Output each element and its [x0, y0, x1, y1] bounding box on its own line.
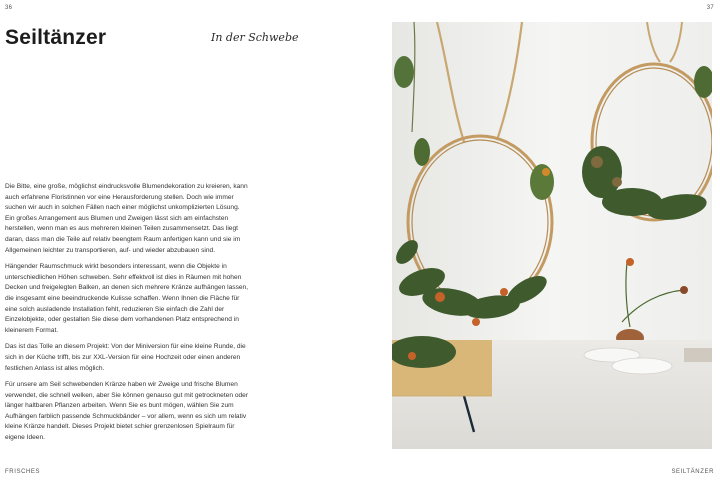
article-title: Seiltänzer — [5, 26, 107, 49]
hanging-wreaths-photo — [392, 22, 712, 449]
article-subtitle: In der Schwebe — [211, 31, 299, 44]
footer-left: FRISCHES — [5, 469, 41, 475]
paragraph-4: Für unsere am Seil schwebenden Kränze haben wir Zweige und frische Blumen verwendet, die schnell welken, aber Sie können genauso gut mit getrockneten oder länger haltbaren Pflanzen arbeiten. Wenn Sie es bunt mögen, wählen Sie zum Aufhängen farblich passende Schmuckbänder – vor allem, wenn es sich um relativ kleine Kränze handelt. Dieses Projekt bietet schier grenzenlosen Spielraum für eigene Ideen. — [5, 381, 249, 442]
page-number-left: 36 — [5, 5, 13, 11]
paragraph-1: Die Bitte, eine große, möglichst eindrucksvolle Blumendekoration zu kreieren, kann auch erfahrene Floristinnen vor eine Herausforderung stellen. Doch wie immer suchen wir auch in solchen Fällen nach einer möglichst unkomplizierten Lösung. Ein großes Arrangement aus Blumen und Zweigen lässt sich am einfachsten herstellen, wenn man es aus mehreren kleinen Teilen zusammensetzt. Das liegt daran, dass man die Teile auf relativ beengtem Raum anfertigen kann und sie im Allgemeinen leichter zu transportieren, auf- und wieder abzubauen sind. — [5, 183, 248, 254]
paragraph-3: Das ist das Tolle an diesem Projekt: Von der Miniversion für eine kleine Runde, die sich in der Küche trifft, bis zur XXL-Version für eine Hochzeit oder einen anderen festlichen Anlass ist alles möglich. — [5, 343, 246, 372]
footer-right: SEILTÄNZER — [671, 469, 714, 475]
paragraph-2: Hängender Raumschmuck wirkt besonders interessant, wenn die Objekte in unterschiedlichen Höhen schweben. Sehr effektvoll ist dies in Räumen mit hohen Decken und freigelegten Balken, an denen sich mehrere Kränze aufhängen lassen, die insgesamt eine beeindruckende Kulisse schaffen. Wenn Ihnen die Fläche für eine solch ausladende Installation fehlt, reduzieren Sie einfach die Zahl der Einzelobjekte, oder gestalten Sie diese dem vorhandenen Platz entsprechend in kleinerem Format. — [5, 263, 249, 334]
page-number-right: 37 — [706, 5, 714, 11]
article-body — [5, 182, 249, 450]
